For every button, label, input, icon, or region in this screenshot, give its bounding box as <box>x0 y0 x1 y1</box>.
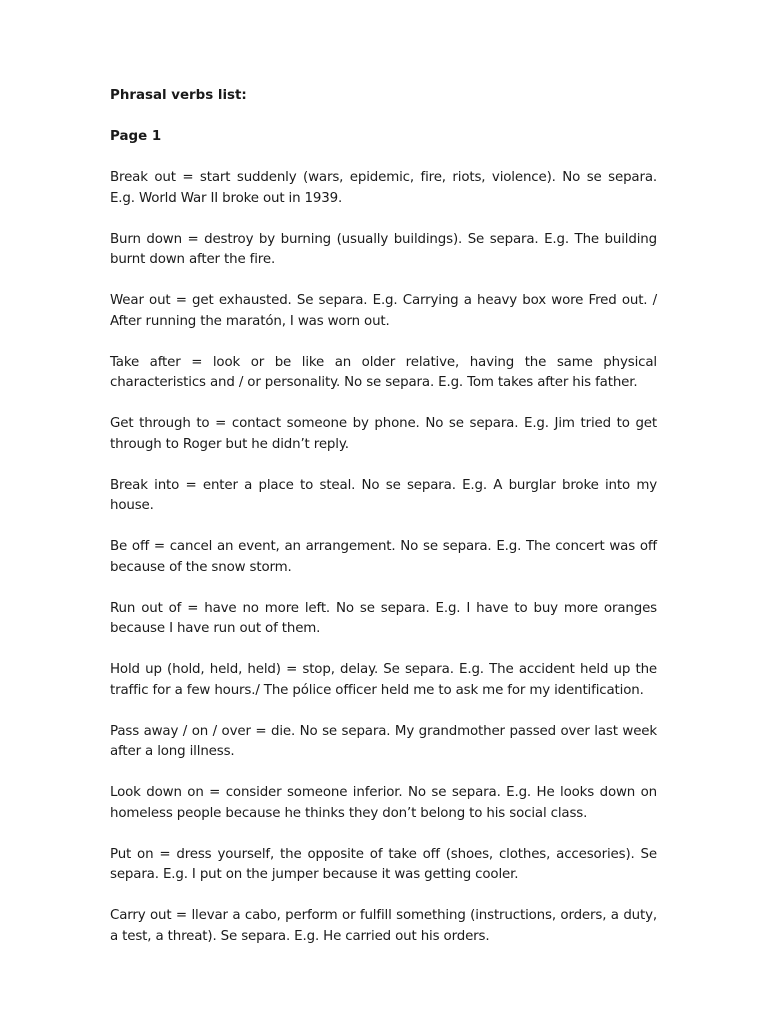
entry-be-off: Be off = cancel an event, an arrangement. No se separa. E.g. The concert was off because of the snow storm. <box>110 539 657 575</box>
entry-take-after: Take after = look or be like an older relative, having the same physical characteristics and / or personality. No se separa. E.g. Tom takes after his father. <box>110 354 657 390</box>
document-title: Phrasal verbs list: <box>110 88 247 103</box>
entry-get-through-to: Get through to = contact someone by phone. No se separa. E.g. Jim tried to get through to Roger but he didn’t reply. <box>110 416 657 452</box>
document-page <box>110 86 657 968</box>
entry-look-down-on: Look down on = consider someone inferior. No se separa. E.g. He looks down on homeless people because he thinks they don’t belong to his social class. <box>110 785 657 821</box>
entry-burn-down: Burn down = destroy by burning (usually buildings). Se separa. E.g. The building burnt down after the fire. <box>110 231 657 267</box>
entry-list <box>110 168 657 947</box>
entry-break-into: Break into = enter a place to steal. No se separa. E.g. A burglar broke into my house. <box>110 477 657 513</box>
entry-break-out: Break out = start suddenly (wars, epidemic, fire, riots, violence). No se separa. E.g. World War II broke out in 1939. <box>110 170 657 206</box>
entry-carry-out: Carry out = llevar a cabo, perform or fulfill something (instructions, orders, a duty, a test, a threat). Se separa. E.g. He carried out his orders. <box>110 908 657 944</box>
page-label: Page 1 <box>110 129 162 144</box>
entry-pass-away: Pass away / on / over = die. No se separa. My grandmother passed over last week after a long illness. <box>110 723 657 759</box>
entry-hold-up: Hold up (hold, held, held) = stop, delay. Se separa. E.g. The accident held up the traffic for a few hours./ The pólice officer held me to ask me for my identification. <box>110 662 657 698</box>
entry-run-out-of: Run out of = have no more left. No se separa. E.g. I have to buy more oranges because I have run out of them. <box>110 600 657 636</box>
entry-wear-out: Wear out = get exhausted. Se separa. E.g. Carrying a heavy box wore Fred out. / After running the maratón, I was worn out. <box>110 293 657 329</box>
entry-put-on: Put on = dress yourself, the opposite of take off (shoes, clothes, accesories). Se separa. E.g. I put on the jumper because it was getting cooler. <box>110 846 657 882</box>
